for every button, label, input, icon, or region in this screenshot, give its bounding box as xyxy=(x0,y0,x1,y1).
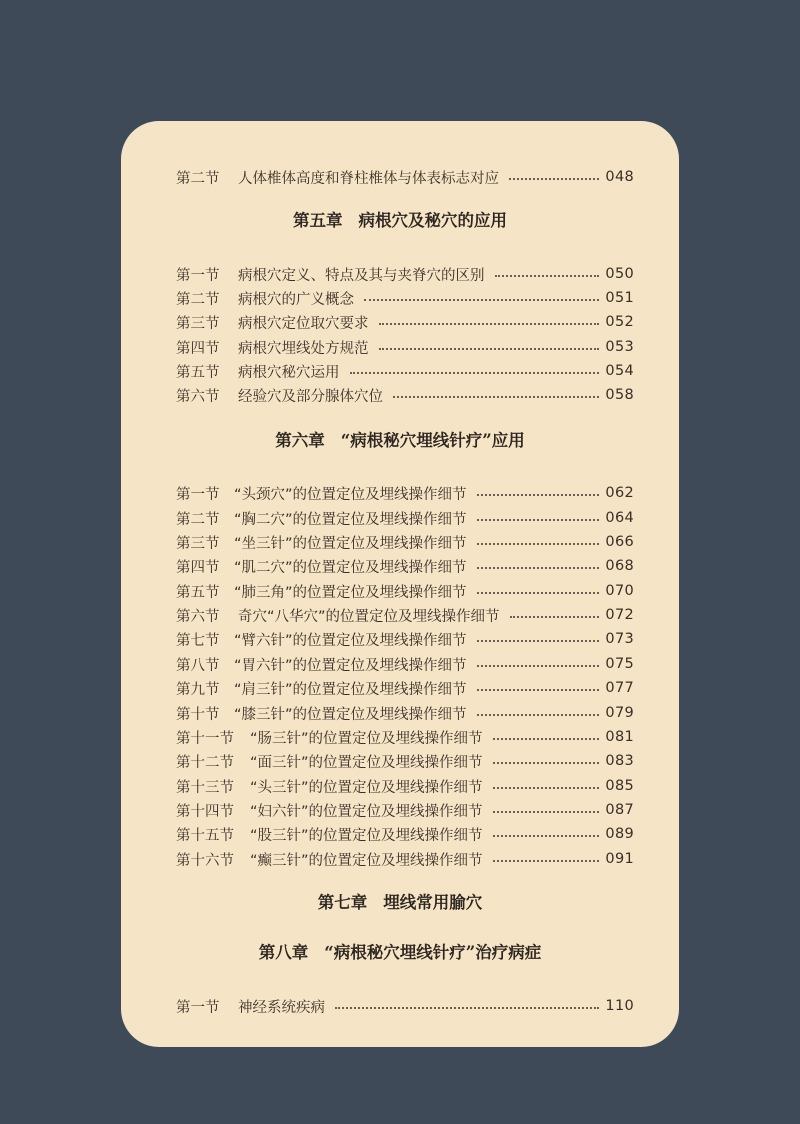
toc-entry[interactable] xyxy=(176,555,634,577)
toc-entry[interactable] xyxy=(176,166,634,188)
section-title: 病根穴定位取穴要求 xyxy=(238,315,369,332)
leader-dots xyxy=(510,616,600,618)
section-number: 第三节 xyxy=(176,315,220,332)
section-number: 第四节 xyxy=(176,340,220,357)
section-title: 经验穴及部分腺体穴位 xyxy=(238,388,383,405)
section-number: 第二节 xyxy=(176,291,220,308)
section-number: 第五节 xyxy=(176,584,220,601)
section-title: 人体椎体高度和脊柱椎体与体表标志对应 xyxy=(238,170,499,187)
section-number: 第二节 xyxy=(176,170,220,187)
toc-entry[interactable] xyxy=(176,531,634,553)
section-number: 第七节 xyxy=(176,632,220,649)
page-number: 066 xyxy=(605,534,634,550)
section-number: 第十四节 xyxy=(176,803,234,820)
page-number: 070 xyxy=(605,583,634,599)
page-number: 075 xyxy=(605,656,634,672)
section-title: “肠三针”的位置定位及埋线操作细节 xyxy=(250,730,483,747)
section-number: 第十二节 xyxy=(176,754,234,771)
section-title: 奇穴“八华穴”的位置定位及埋线操作细节 xyxy=(238,608,500,625)
leader-dots xyxy=(477,689,600,691)
section-title: “股三针”的位置定位及埋线操作细节 xyxy=(250,827,483,844)
leader-dots xyxy=(477,640,600,642)
section-number: 第十六节 xyxy=(176,852,234,869)
page-number: 079 xyxy=(605,705,634,721)
page-number: 052 xyxy=(605,314,634,330)
leader-dots xyxy=(393,396,599,398)
toc-entry[interactable] xyxy=(176,995,634,1017)
leader-dots xyxy=(477,592,600,594)
section-number: 第八节 xyxy=(176,657,220,674)
toc-entry[interactable] xyxy=(176,287,634,309)
toc-entry[interactable] xyxy=(176,604,634,626)
page-number: 064 xyxy=(605,510,634,526)
section-title: “癫三针”的位置定位及埋线操作细节 xyxy=(250,852,483,869)
page-number: 062 xyxy=(605,485,634,501)
section-title: “肌二穴”的位置定位及埋线操作细节 xyxy=(234,559,467,576)
leader-dots xyxy=(495,275,600,277)
page-number: 068 xyxy=(605,558,634,574)
page-number: 091 xyxy=(605,851,634,867)
leader-dots xyxy=(477,519,600,521)
toc-entry[interactable] xyxy=(176,677,634,699)
section-title: “肩三针”的位置定位及埋线操作细节 xyxy=(234,681,467,698)
toc-entry[interactable] xyxy=(176,311,634,333)
leader-dots xyxy=(477,543,600,545)
section-title: “膝三针”的位置定位及埋线操作细节 xyxy=(234,706,467,723)
section-title: 病根穴定义、特点及其与夹脊穴的区别 xyxy=(238,267,485,284)
section-number: 第三节 xyxy=(176,535,220,552)
leader-dots xyxy=(477,567,600,569)
leader-dots xyxy=(477,494,600,496)
page-number: 085 xyxy=(605,778,634,794)
leader-dots xyxy=(477,714,600,716)
section-title: 病根穴埋线处方规范 xyxy=(238,340,369,357)
section-title: “臂六针”的位置定位及埋线操作细节 xyxy=(234,632,467,649)
leader-dots xyxy=(493,835,600,837)
toc-entry[interactable] xyxy=(176,702,634,724)
chapter-number: 第七章 xyxy=(317,893,368,912)
section-title: “妇六针”的位置定位及埋线操作细节 xyxy=(250,803,483,820)
section-title: 病根穴秘穴运用 xyxy=(238,364,340,381)
section-number: 第五节 xyxy=(176,364,220,381)
section-title: “面三针”的位置定位及埋线操作细节 xyxy=(250,754,483,771)
section-number: 第一节 xyxy=(176,486,220,503)
section-title: “胃六针”的位置定位及埋线操作细节 xyxy=(234,657,467,674)
toc-entry[interactable] xyxy=(176,263,634,285)
page-number: 089 xyxy=(605,826,634,842)
leader-dots xyxy=(493,762,600,764)
section-number: 第一节 xyxy=(176,267,220,284)
section-number: 第十三节 xyxy=(176,779,234,796)
toc-entry[interactable] xyxy=(176,823,634,845)
leader-dots xyxy=(493,811,600,813)
section-title: “坐三针”的位置定位及埋线操作细节 xyxy=(234,535,467,552)
toc-entry[interactable] xyxy=(176,580,634,602)
page-number: 087 xyxy=(605,802,634,818)
section-title: “胸二穴”的位置定位及埋线操作细节 xyxy=(234,511,467,528)
section-title: 神经系统疾病 xyxy=(238,999,325,1016)
section-number: 第九节 xyxy=(176,681,220,698)
chapter-heading[interactable] xyxy=(121,427,679,451)
chapter-heading[interactable] xyxy=(121,889,679,913)
toc-entry[interactable] xyxy=(176,360,634,382)
section-number: 第一节 xyxy=(176,999,220,1016)
chapter-title: “病根秘穴埋线针疗”治疗病症 xyxy=(324,943,542,962)
section-number: 第十五节 xyxy=(176,827,234,844)
leader-dots xyxy=(364,299,599,301)
section-number: 第十节 xyxy=(176,706,220,723)
toc-entry[interactable] xyxy=(176,507,634,529)
page-number: 073 xyxy=(605,631,634,647)
leader-dots xyxy=(379,323,600,325)
leader-dots xyxy=(509,178,599,180)
toc-entry[interactable] xyxy=(176,726,634,748)
toc-entry[interactable] xyxy=(176,384,634,406)
page-number: 077 xyxy=(605,680,634,696)
toc-entry[interactable] xyxy=(176,799,634,821)
page-number: 058 xyxy=(605,387,634,403)
section-number: 第六节 xyxy=(176,608,220,625)
toc-entry[interactable] xyxy=(176,750,634,772)
leader-dots xyxy=(477,665,600,667)
page-number: 072 xyxy=(605,607,634,623)
section-title: “头三针”的位置定位及埋线操作细节 xyxy=(250,779,483,796)
toc-entry[interactable] xyxy=(176,848,634,870)
page-number: 054 xyxy=(605,363,634,379)
toc-entry[interactable] xyxy=(176,653,634,675)
chapter-title: 埋线常用腧穴 xyxy=(383,893,483,912)
page-number: 053 xyxy=(605,339,634,355)
page-number: 048 xyxy=(605,169,634,185)
toc-entry[interactable] xyxy=(176,336,634,358)
section-title: “肺三角”的位置定位及埋线操作细节 xyxy=(234,584,467,601)
page-number: 050 xyxy=(605,266,634,282)
toc-entry[interactable] xyxy=(176,775,634,797)
chapter-number: 第八章 xyxy=(258,943,309,962)
page-number: 051 xyxy=(605,290,634,306)
leader-dots xyxy=(493,738,600,740)
leader-dots xyxy=(493,787,600,789)
chapter-heading[interactable] xyxy=(121,939,679,963)
section-number: 第四节 xyxy=(176,559,220,576)
toc-entry[interactable] xyxy=(176,482,634,504)
chapter-number: 第六章 xyxy=(275,431,325,450)
page-number: 083 xyxy=(605,753,634,769)
section-number: 第二节 xyxy=(176,511,220,528)
chapter-title: “病根秘穴埋线针疗”应用 xyxy=(340,431,525,450)
section-title: “头颈穴”的位置定位及埋线操作细节 xyxy=(234,486,467,503)
section-title: 病根穴的广义概念 xyxy=(238,291,354,308)
chapter-title: 病根穴及秘穴的应用 xyxy=(358,211,507,230)
leader-dots xyxy=(335,1007,599,1009)
page-number: 110 xyxy=(605,998,634,1014)
section-number: 第十一节 xyxy=(176,730,234,747)
section-number: 第六节 xyxy=(176,388,220,405)
chapter-heading[interactable] xyxy=(121,207,679,231)
leader-dots xyxy=(379,348,600,350)
page-number: 081 xyxy=(605,729,634,745)
leader-dots xyxy=(493,860,600,862)
toc-entry[interactable] xyxy=(176,628,634,650)
leader-dots xyxy=(350,372,600,374)
chapter-number: 第五章 xyxy=(293,211,343,230)
